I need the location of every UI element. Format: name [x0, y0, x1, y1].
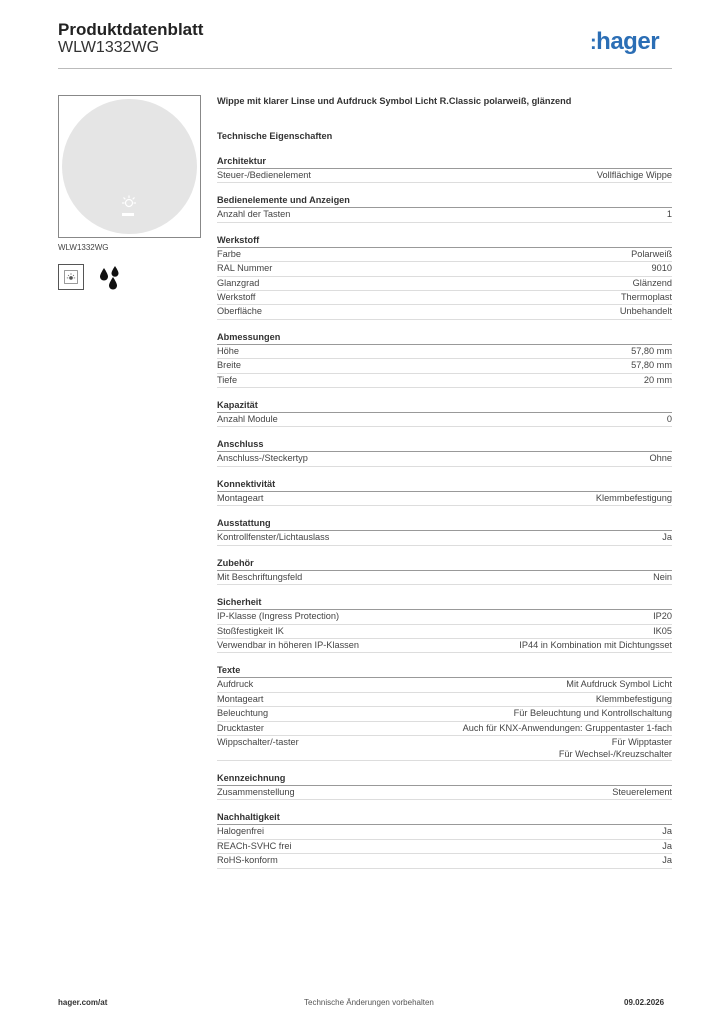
spec-value	[653, 571, 672, 584]
water-drops-icon	[97, 264, 123, 290]
spec-label: IP-Klasse (Ingress Protection)	[217, 611, 340, 622]
spec-label: Anschluss-/Steckertyp	[217, 453, 308, 464]
spec-value-line: IP20	[653, 611, 672, 622]
spec-label: Montageart	[217, 693, 264, 704]
spec-value-line: Für Wipptaster	[611, 736, 672, 747]
spec-value	[596, 492, 672, 505]
spec-label: RAL Nummer	[217, 263, 273, 274]
spec-value-line: 0	[666, 414, 672, 425]
spec-row	[217, 571, 672, 585]
footer-note: Technische Änderungen vorbehalten	[304, 998, 434, 1007]
spec-value-line: Polarweiß	[631, 248, 672, 259]
spec-row	[217, 492, 672, 506]
spec-value-line: Thermoplast	[620, 292, 672, 303]
spec-section	[217, 772, 672, 800]
spec-value	[559, 736, 672, 760]
spec-value-line: Ja	[662, 840, 672, 851]
product-description: Wippe mit klarer Linse und Aufdruck Symbol Licht R.Classic polarweiß, glänzend	[217, 96, 572, 106]
spec-section	[217, 194, 672, 222]
section-title: Bedienelemente und Anzeigen	[217, 194, 672, 208]
product-code: WLW1332WG	[58, 39, 160, 56]
spec-value	[667, 208, 672, 221]
section-title: Kapazität	[217, 399, 672, 413]
spec-row	[217, 736, 672, 761]
light-symbol-icon	[120, 195, 138, 209]
spec-label: Farbe	[217, 248, 242, 259]
spec-row	[217, 840, 672, 854]
spec-value	[650, 452, 672, 465]
spec-value	[597, 169, 672, 182]
spec-section	[217, 331, 672, 388]
spec-section	[217, 596, 672, 653]
spec-label: Beleuchtung	[217, 708, 269, 719]
spec-label: Mit Beschriftungsfeld	[217, 571, 303, 582]
spec-value-line: 57,80 mm	[631, 360, 672, 371]
spec-value-line: 9010	[651, 263, 672, 274]
spec-row	[217, 707, 672, 721]
section-title: Ausstattung	[217, 517, 672, 531]
spec-row	[217, 262, 672, 276]
logo-prefix: :	[590, 32, 597, 54]
spec-value-line: Für Wechsel-/Kreuzschalter	[558, 748, 672, 759]
section-title: Anschluss	[217, 438, 672, 452]
spec-value	[667, 413, 672, 426]
spec-section	[217, 438, 672, 466]
spec-row	[217, 452, 672, 466]
spec-label: Zusammenstellung	[217, 786, 295, 797]
spec-row	[217, 531, 672, 545]
spec-value-line: Ohne	[649, 453, 672, 464]
spec-row	[217, 291, 672, 305]
spec-value-line: Mit Aufdruck Symbol Licht	[566, 679, 672, 690]
spec-value	[652, 262, 672, 275]
section-title: Konnektivität	[217, 478, 672, 492]
spec-value	[631, 359, 672, 372]
spec-row	[217, 277, 672, 291]
spec-label: Halogenfrei	[217, 826, 264, 837]
section-title: Texte	[217, 664, 672, 678]
spec-label: Breite	[217, 360, 242, 371]
spec-value-line: 57,80 mm	[631, 345, 672, 356]
spec-row	[217, 625, 672, 639]
spec-section	[217, 234, 672, 320]
spec-row	[217, 208, 672, 222]
spec-label: RoHS-konform	[217, 855, 278, 866]
spec-value	[514, 707, 672, 720]
spec-value-line: IK05	[653, 625, 672, 636]
page-title: Produktdatenblatt	[58, 20, 204, 39]
tech-content	[217, 96, 672, 880]
spec-value-line: Vollflächige Wippe	[596, 170, 672, 180]
spec-label: Oberfläche	[217, 306, 262, 317]
spec-value-line: Steuerelement	[612, 786, 672, 797]
spec-label: Glanzgrad	[217, 277, 260, 288]
spec-value	[519, 639, 672, 652]
spec-value-line: 1	[666, 209, 672, 220]
spec-value	[631, 345, 672, 358]
spec-value	[620, 305, 672, 318]
footer-website: hager.com/at	[58, 998, 108, 1007]
section-title: Abmessungen	[217, 331, 672, 345]
spec-row	[217, 722, 672, 736]
spec-value-line: 20 mm	[643, 374, 672, 385]
spec-row	[217, 374, 672, 388]
spec-value-line: Klemmbefestigung	[595, 693, 672, 704]
spec-row	[217, 345, 672, 359]
spec-value-line: IP44 in Kombination mit Dichtungsset	[519, 639, 672, 650]
spec-value-line: Klemmbefestigung	[595, 492, 672, 503]
spec-value	[566, 678, 672, 691]
section-title: Werkstoff	[217, 234, 672, 248]
section-title: Architektur	[217, 155, 672, 169]
spec-label: Anzahl Module	[217, 414, 278, 425]
spec-value	[621, 291, 672, 304]
spec-section	[217, 664, 672, 761]
spec-value-line: Unbehandelt	[619, 306, 672, 317]
section-title: Kennzeichnung	[217, 772, 672, 786]
indicator-bar	[122, 213, 134, 216]
spec-label: Aufdruck	[217, 679, 254, 690]
spec-row	[217, 786, 672, 800]
spec-label: Kontrollfenster/Lichtauslass	[217, 532, 330, 543]
spec-value	[653, 610, 672, 623]
spec-value	[631, 248, 672, 261]
spec-label: Verwendbar in höheren IP-Klassen	[217, 639, 359, 650]
spec-value	[662, 854, 672, 867]
spec-row	[217, 248, 672, 262]
spec-label: Anzahl der Tasten	[217, 209, 291, 220]
spec-label: Höhe	[217, 345, 239, 356]
spec-row	[217, 359, 672, 373]
spec-value	[633, 277, 672, 290]
section-title: Nachhaltigkeit	[217, 811, 672, 825]
light-indicator-icon	[58, 264, 84, 290]
spec-sections	[217, 155, 672, 869]
spec-row	[217, 610, 672, 624]
spec-label: Wippschalter/-taster	[217, 736, 299, 747]
spec-label: Stoßfestigkeit IK	[217, 625, 284, 636]
spec-value	[644, 374, 672, 387]
spec-section	[217, 811, 672, 868]
spec-row	[217, 693, 672, 707]
spec-row	[217, 854, 672, 868]
spec-row	[217, 678, 672, 692]
spec-value	[596, 693, 672, 706]
spec-label: Werkstoff	[217, 292, 256, 303]
spec-section	[217, 399, 672, 427]
product-image	[58, 95, 201, 238]
spec-value-line: Nein	[653, 571, 672, 582]
spec-label: Steuer-/Bedienelement	[217, 170, 311, 180]
spec-row	[217, 825, 672, 839]
spec-value-line: Für Beleuchtung und Kontrollschaltung	[513, 708, 672, 719]
spec-value-line: Ja	[662, 532, 672, 543]
spec-value	[653, 625, 672, 638]
spec-row	[217, 413, 672, 427]
section-title: Sicherheit	[217, 596, 672, 610]
logo-text: hager	[596, 28, 660, 55]
spec-value	[662, 531, 672, 544]
spec-value	[662, 840, 672, 853]
spec-value-line: Ja	[662, 855, 672, 866]
spec-label: Montageart	[217, 492, 264, 503]
spec-section	[217, 517, 672, 545]
spec-row	[217, 639, 672, 653]
spec-value	[662, 825, 672, 838]
spec-row	[217, 305, 672, 319]
spec-value-line: Glänzend	[632, 277, 672, 288]
spec-value	[463, 722, 672, 735]
spec-label: Drucktaster	[217, 722, 264, 733]
section-title: Zubehör	[217, 557, 672, 571]
spec-value	[612, 786, 672, 799]
spec-section	[217, 557, 672, 585]
spec-section	[217, 478, 672, 506]
spec-value-line: Auch für KNX-Anwendungen: Gruppentaster 1-fach	[462, 722, 672, 733]
spec-section	[217, 155, 672, 183]
tech-properties-heading: Technische Eigenschaften	[217, 131, 333, 141]
spec-row	[217, 169, 672, 183]
image-caption: WLW1332WG	[58, 243, 109, 252]
spec-label: Tiefe	[217, 374, 238, 385]
spec-label: REACh-SVHC frei	[217, 840, 292, 851]
spec-value-line: Ja	[662, 826, 672, 837]
hager-logo	[590, 28, 659, 56]
header-divider	[58, 68, 672, 69]
footer-date: 09.02.2026	[624, 998, 665, 1007]
